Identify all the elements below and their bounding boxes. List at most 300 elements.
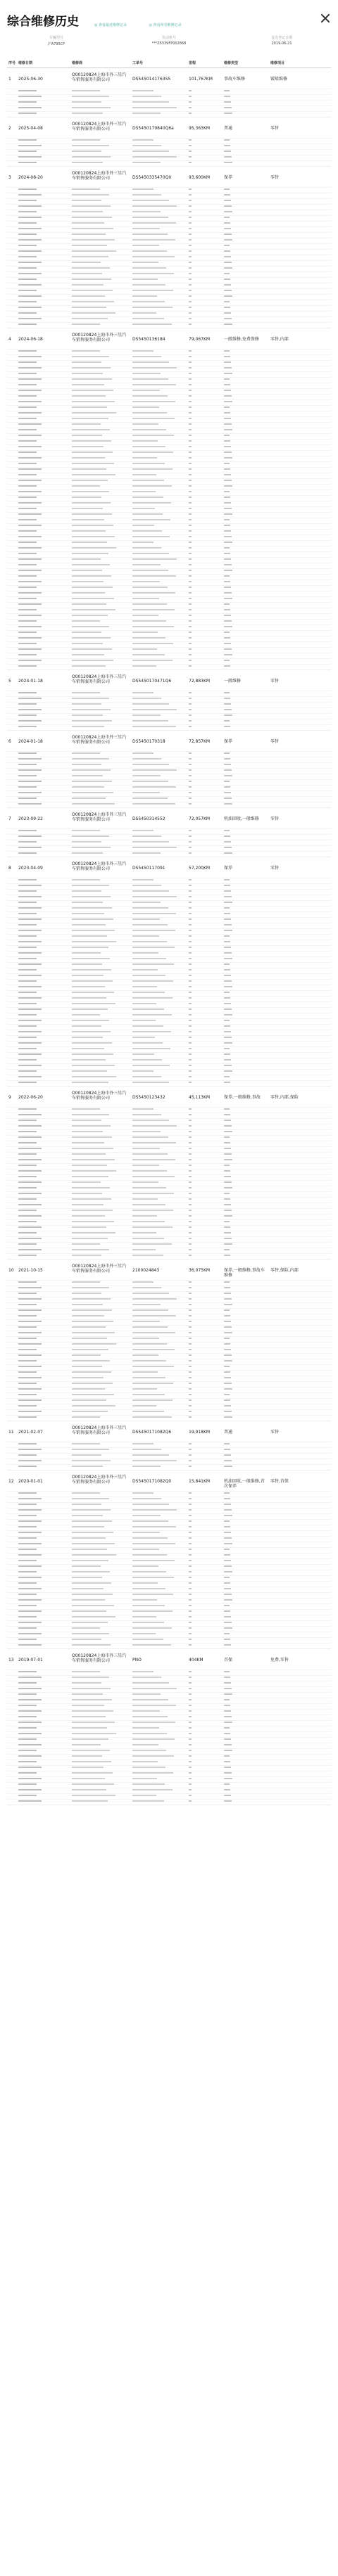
text-placeholder xyxy=(18,440,37,442)
text-placeholder xyxy=(189,890,192,892)
text-placeholder xyxy=(18,1767,42,1768)
text-placeholder xyxy=(18,720,42,722)
text-placeholder xyxy=(18,468,42,470)
text-placeholder xyxy=(132,1114,161,1115)
text-placeholder xyxy=(132,412,167,414)
text-placeholder xyxy=(224,1565,232,1567)
text-placeholder xyxy=(18,1210,37,1211)
text-placeholder xyxy=(18,1394,37,1395)
text-placeholder xyxy=(18,1800,42,1802)
record-row[interactable] xyxy=(7,733,331,751)
text-placeholder xyxy=(132,665,156,667)
text-placeholder xyxy=(72,879,100,880)
text-placeholder xyxy=(189,356,192,357)
text-placeholder xyxy=(132,703,169,705)
record-row[interactable] xyxy=(7,672,331,691)
text-placeholder xyxy=(132,620,166,622)
text-placeholder xyxy=(189,485,192,487)
record-type: 保养 xyxy=(224,866,233,871)
text-placeholder xyxy=(224,156,232,158)
text-placeholder xyxy=(18,1705,37,1706)
text-placeholder xyxy=(72,764,101,765)
text-placeholder xyxy=(132,1298,177,1300)
text-placeholder xyxy=(189,1315,192,1316)
text-placeholder xyxy=(132,769,177,771)
text-placeholder xyxy=(18,1699,42,1700)
text-placeholder xyxy=(18,1120,37,1121)
text-placeholder xyxy=(132,1722,175,1723)
text-placeholder xyxy=(18,1249,42,1250)
text-placeholder xyxy=(189,1065,192,1066)
text-placeholder xyxy=(72,1800,108,1802)
record-no: 1 xyxy=(8,77,11,82)
text-placeholder xyxy=(18,1187,37,1188)
record-block xyxy=(7,859,331,1087)
record-project: 零售 xyxy=(270,866,280,871)
text-placeholder xyxy=(189,581,192,582)
close-icon[interactable] xyxy=(320,13,331,24)
record-row[interactable] xyxy=(7,1089,331,1107)
text-placeholder xyxy=(189,1304,192,1305)
text-placeholder xyxy=(224,598,232,599)
text-placeholder xyxy=(132,1549,159,1550)
text-placeholder xyxy=(18,1108,37,1110)
text-placeholder xyxy=(132,1795,156,1796)
text-placeholder xyxy=(18,1293,37,1294)
text-placeholder xyxy=(72,1053,113,1055)
text-placeholder xyxy=(189,491,192,492)
text-placeholder xyxy=(132,1170,167,1172)
text-placeholder xyxy=(224,781,230,782)
text-placeholder xyxy=(132,1605,165,1606)
record-shop: O00120824上海市外三星汽车销售服务有限公司 xyxy=(72,1264,127,1274)
record-row[interactable] xyxy=(7,810,331,828)
text-placeholder xyxy=(18,975,42,976)
text-placeholder xyxy=(189,558,192,560)
text-placeholder xyxy=(72,1671,100,1672)
text-placeholder xyxy=(72,1710,113,1712)
text-placeholder xyxy=(224,101,231,103)
text-placeholder xyxy=(189,361,192,363)
text-placeholder xyxy=(189,1165,192,1166)
text-placeholder xyxy=(224,451,232,453)
text-placeholder xyxy=(132,841,169,842)
text-placeholder xyxy=(18,1761,37,1762)
record-row[interactable] xyxy=(7,1423,331,1442)
text-placeholder xyxy=(132,1755,174,1757)
text-placeholder xyxy=(18,350,37,352)
text-placeholder xyxy=(72,188,100,190)
text-placeholder xyxy=(189,107,192,108)
text-placeholder xyxy=(189,896,192,897)
text-placeholder xyxy=(224,1443,230,1444)
text-placeholder xyxy=(189,726,192,727)
text-placeholder xyxy=(189,284,192,286)
text-placeholder xyxy=(189,1198,192,1200)
text-placeholder xyxy=(132,637,165,639)
text-placeholder xyxy=(224,262,232,263)
text-placeholder xyxy=(132,564,161,565)
text-placeholder xyxy=(132,1215,157,1217)
text-placeholder xyxy=(224,295,232,297)
text-placeholder xyxy=(72,969,111,970)
text-placeholder xyxy=(72,440,111,442)
text-placeholder xyxy=(189,1705,192,1706)
text-placeholder xyxy=(224,852,232,854)
text-placeholder xyxy=(72,156,111,158)
text-placeholder xyxy=(72,228,113,229)
text-placeholder xyxy=(224,797,232,799)
recent-records-link[interactable]: ◎ 查看最近维修记录 xyxy=(94,23,127,27)
text-placeholder xyxy=(189,1082,192,1083)
text-placeholder xyxy=(224,1309,230,1311)
text-placeholder xyxy=(189,1744,192,1745)
text-placeholder xyxy=(132,1693,161,1695)
text-placeholder xyxy=(18,1543,42,1544)
text-placeholder xyxy=(72,1215,105,1217)
text-placeholder xyxy=(72,941,116,942)
text-placeholder xyxy=(18,480,42,481)
text-placeholder xyxy=(18,318,42,319)
text-placeholder xyxy=(18,1682,37,1684)
text-placeholder xyxy=(72,752,100,754)
text-placeholder xyxy=(72,720,112,722)
text-placeholder xyxy=(189,474,192,475)
text-placeholder xyxy=(72,885,109,886)
text-placeholder xyxy=(132,496,163,498)
record-type: 一般维修,免费保修 xyxy=(224,337,259,342)
text-placeholder xyxy=(18,1526,37,1527)
text-placeholder xyxy=(224,1515,232,1516)
text-placeholder xyxy=(132,648,157,650)
page-header xyxy=(0,0,338,49)
text-placeholder xyxy=(18,896,42,897)
text-placeholder xyxy=(189,233,192,235)
text-placeholder xyxy=(224,1243,232,1245)
meta-value: 2019-06-21 xyxy=(271,41,292,46)
text-placeholder xyxy=(72,835,109,837)
text-placeholder xyxy=(18,980,37,982)
text-placeholder xyxy=(132,295,157,297)
text-placeholder xyxy=(72,958,110,959)
meta-value: ***Z5339FP002868 xyxy=(151,41,187,46)
record-block xyxy=(7,1423,331,1470)
text-placeholder xyxy=(224,96,230,97)
text-placeholder xyxy=(132,1321,160,1322)
text-placeholder xyxy=(132,896,177,897)
text-placeholder xyxy=(189,1526,192,1527)
text-placeholder xyxy=(132,835,161,837)
record-project: 零售,保险,内部 xyxy=(270,1268,299,1273)
text-placeholder xyxy=(189,1532,192,1533)
text-placeholder xyxy=(189,406,192,408)
text-placeholder xyxy=(224,1688,232,1689)
text-placeholder xyxy=(224,587,231,588)
text-placeholder xyxy=(72,217,112,218)
text-placeholder xyxy=(72,446,104,447)
record-row[interactable] xyxy=(7,1651,331,1670)
text-placeholder xyxy=(224,457,232,459)
record-date: 2023-04-09 xyxy=(18,866,43,871)
text-placeholder xyxy=(132,1509,177,1511)
text-placeholder xyxy=(18,373,37,374)
text-placeholder xyxy=(132,1515,161,1516)
text-placeholder xyxy=(18,536,42,537)
text-placeholder xyxy=(132,245,159,246)
text-placeholder xyxy=(72,1249,109,1250)
text-placeholder xyxy=(224,703,231,705)
text-placeholder xyxy=(72,418,108,419)
record-row[interactable] xyxy=(7,169,331,187)
text-placeholder xyxy=(18,1053,42,1055)
text-placeholder xyxy=(189,1755,192,1757)
text-placeholder xyxy=(224,1193,230,1194)
text-placeholder xyxy=(189,797,192,799)
text-placeholder xyxy=(224,764,231,765)
text-placeholder xyxy=(72,847,111,848)
record-block xyxy=(7,1089,331,1260)
text-placeholder xyxy=(224,361,231,363)
text-placeholder xyxy=(18,1560,37,1561)
text-placeholder xyxy=(18,162,37,163)
text-placeholder xyxy=(224,1343,230,1345)
text-placeholder xyxy=(189,1750,192,1751)
text-placeholder xyxy=(132,626,174,627)
text-placeholder xyxy=(189,188,192,190)
text-placeholder xyxy=(224,323,232,325)
text-placeholder xyxy=(18,1326,37,1328)
text-placeholder xyxy=(72,1136,112,1138)
text-placeholder xyxy=(72,726,104,727)
text-placeholder xyxy=(72,1059,106,1060)
text-placeholder xyxy=(132,1293,169,1294)
record-order: DS5450136184 xyxy=(132,337,165,342)
text-placeholder xyxy=(18,1332,42,1333)
text-placeholder xyxy=(72,1616,115,1617)
text-placeholder xyxy=(224,648,232,650)
text-placeholder xyxy=(132,113,161,114)
table-row xyxy=(7,724,331,731)
text-placeholder xyxy=(18,412,42,414)
text-placeholder xyxy=(18,1304,37,1305)
text-placeholder xyxy=(189,1338,192,1339)
text-placeholder xyxy=(224,841,231,842)
text-placeholder xyxy=(18,1315,37,1316)
text-placeholder xyxy=(132,1255,163,1256)
text-placeholder xyxy=(189,1405,192,1406)
text-placeholder xyxy=(132,1204,165,1205)
text-placeholder xyxy=(72,1120,101,1121)
text-placeholder xyxy=(18,997,42,999)
text-placeholder xyxy=(18,217,42,218)
text-placeholder xyxy=(132,435,174,436)
text-placeholder xyxy=(132,963,174,965)
text-placeholder xyxy=(72,1204,104,1205)
text-placeholder xyxy=(72,373,103,374)
text-placeholder xyxy=(224,1705,230,1706)
text-placeholder xyxy=(189,1281,192,1283)
text-placeholder xyxy=(18,941,42,942)
text-placeholder xyxy=(18,390,42,391)
text-placeholder xyxy=(224,1042,232,1044)
text-placeholder xyxy=(132,485,172,487)
text-placeholder xyxy=(72,200,101,201)
text-placeholder xyxy=(189,1377,192,1378)
page-title: 综合维修历史 xyxy=(7,15,79,29)
table-row xyxy=(7,1253,331,1260)
text-placeholder xyxy=(189,775,192,776)
text-placeholder xyxy=(18,665,37,667)
text-placeholder xyxy=(72,401,115,402)
text-placeholder xyxy=(18,1610,42,1612)
text-placeholder xyxy=(189,457,192,459)
text-placeholder xyxy=(18,769,42,771)
text-placeholder xyxy=(132,101,169,103)
text-placeholder xyxy=(189,1020,192,1021)
text-placeholder xyxy=(189,1031,192,1032)
text-placeholder xyxy=(132,1371,158,1373)
text-placeholder xyxy=(224,350,230,352)
text-placeholder xyxy=(18,703,37,705)
text-placeholder xyxy=(18,323,37,325)
text-placeholder xyxy=(18,1148,42,1149)
text-placeholder xyxy=(72,139,100,141)
record-row[interactable] xyxy=(7,1262,331,1280)
text-placeholder xyxy=(224,113,232,114)
text-placeholder xyxy=(132,1125,177,1127)
text-placeholder xyxy=(224,1198,230,1200)
text-placeholder xyxy=(224,1315,230,1316)
text-placeholder xyxy=(224,997,230,999)
text-placeholder xyxy=(18,1727,37,1729)
text-placeholder xyxy=(18,581,42,582)
text-placeholder xyxy=(224,558,231,560)
text-placeholder xyxy=(72,890,101,892)
text-placeholder xyxy=(72,1532,113,1533)
text-placeholder xyxy=(224,963,230,965)
record-row[interactable] xyxy=(7,859,331,878)
text-placeholder xyxy=(189,609,192,610)
text-placeholder xyxy=(72,1153,106,1155)
text-placeholder xyxy=(224,1509,232,1511)
text-placeholder xyxy=(189,101,192,103)
text-placeholder xyxy=(224,1498,230,1499)
text-placeholder xyxy=(189,373,192,374)
text-placeholder xyxy=(189,986,192,987)
text-placeholder xyxy=(224,278,230,280)
text-placeholder xyxy=(18,1226,42,1228)
text-placeholder xyxy=(189,1466,192,1467)
record-row[interactable] xyxy=(7,70,331,89)
record-block xyxy=(7,169,331,328)
text-placeholder xyxy=(132,440,158,442)
text-placeholder xyxy=(224,1449,230,1450)
text-placeholder xyxy=(72,1159,115,1160)
text-placeholder xyxy=(18,502,42,504)
text-placeholder xyxy=(132,217,168,218)
text-placeholder xyxy=(18,1388,42,1390)
text-placeholder xyxy=(132,1733,167,1734)
text-placeholder xyxy=(72,457,105,459)
text-placeholder xyxy=(224,217,230,218)
text-placeholder xyxy=(224,1176,231,1177)
text-placeholder xyxy=(132,1554,167,1556)
text-placeholder xyxy=(72,692,100,693)
text-placeholder xyxy=(18,1644,42,1646)
text-placeholder xyxy=(189,1699,192,1700)
text-placeholder xyxy=(72,1582,111,1584)
text-placeholder xyxy=(224,907,230,909)
record-no: 13 xyxy=(8,1658,14,1662)
text-placeholder xyxy=(132,1772,173,1774)
text-placeholder xyxy=(72,312,115,314)
text-placeholder xyxy=(224,1070,232,1072)
text-placeholder xyxy=(189,1287,192,1288)
text-placeholder xyxy=(72,581,104,582)
text-placeholder xyxy=(224,301,230,302)
text-placeholder xyxy=(18,1371,37,1373)
record-type: 保养,一般维修,事故 xyxy=(224,1095,261,1100)
text-placeholder xyxy=(18,592,42,594)
text-placeholder xyxy=(224,575,230,577)
meta-cell xyxy=(0,35,113,46)
meta-cell xyxy=(225,35,338,46)
record-row[interactable] xyxy=(7,331,331,349)
text-placeholder xyxy=(18,992,37,993)
text-placeholder xyxy=(72,575,111,577)
table-row xyxy=(7,1080,331,1087)
text-placeholder xyxy=(189,1008,192,1010)
text-placeholder xyxy=(132,1181,158,1183)
text-placeholder xyxy=(132,1622,164,1623)
text-placeholder xyxy=(18,1582,37,1584)
text-placeholder xyxy=(18,1750,37,1751)
text-placeholder xyxy=(224,1560,231,1561)
text-placeholder xyxy=(18,1338,37,1339)
text-placeholder xyxy=(224,1249,230,1250)
record-mileage: 72,057KM xyxy=(189,816,211,821)
text-placeholder xyxy=(189,758,192,760)
text-placeholder xyxy=(18,1688,42,1689)
text-placeholder xyxy=(189,1688,192,1689)
text-placeholder xyxy=(18,575,37,577)
text-placeholder xyxy=(72,1125,111,1127)
text-placeholder xyxy=(72,1605,114,1606)
text-placeholder xyxy=(132,947,175,948)
all-records-link[interactable]: ◎ 查看所有维修记录 xyxy=(149,23,182,27)
text-placeholder xyxy=(132,885,161,886)
text-placeholder xyxy=(18,290,37,291)
text-placeholder xyxy=(132,1176,175,1177)
text-placeholder xyxy=(224,1633,230,1634)
text-placeholder xyxy=(72,395,106,397)
text-placeholder xyxy=(224,752,230,754)
text-placeholder xyxy=(189,598,192,599)
text-placeholder xyxy=(132,1326,168,1328)
record-row[interactable] xyxy=(7,1473,331,1491)
text-placeholder xyxy=(18,885,42,886)
text-placeholder xyxy=(72,1326,106,1328)
text-placeholder xyxy=(189,217,192,218)
text-placeholder xyxy=(224,367,232,369)
text-placeholder xyxy=(18,1343,42,1345)
text-placeholder xyxy=(132,1750,166,1751)
text-placeholder xyxy=(132,222,176,224)
record-row[interactable] xyxy=(7,120,331,138)
text-placeholder xyxy=(72,267,110,269)
text-placeholder xyxy=(18,1443,37,1444)
text-placeholder xyxy=(224,1639,230,1640)
